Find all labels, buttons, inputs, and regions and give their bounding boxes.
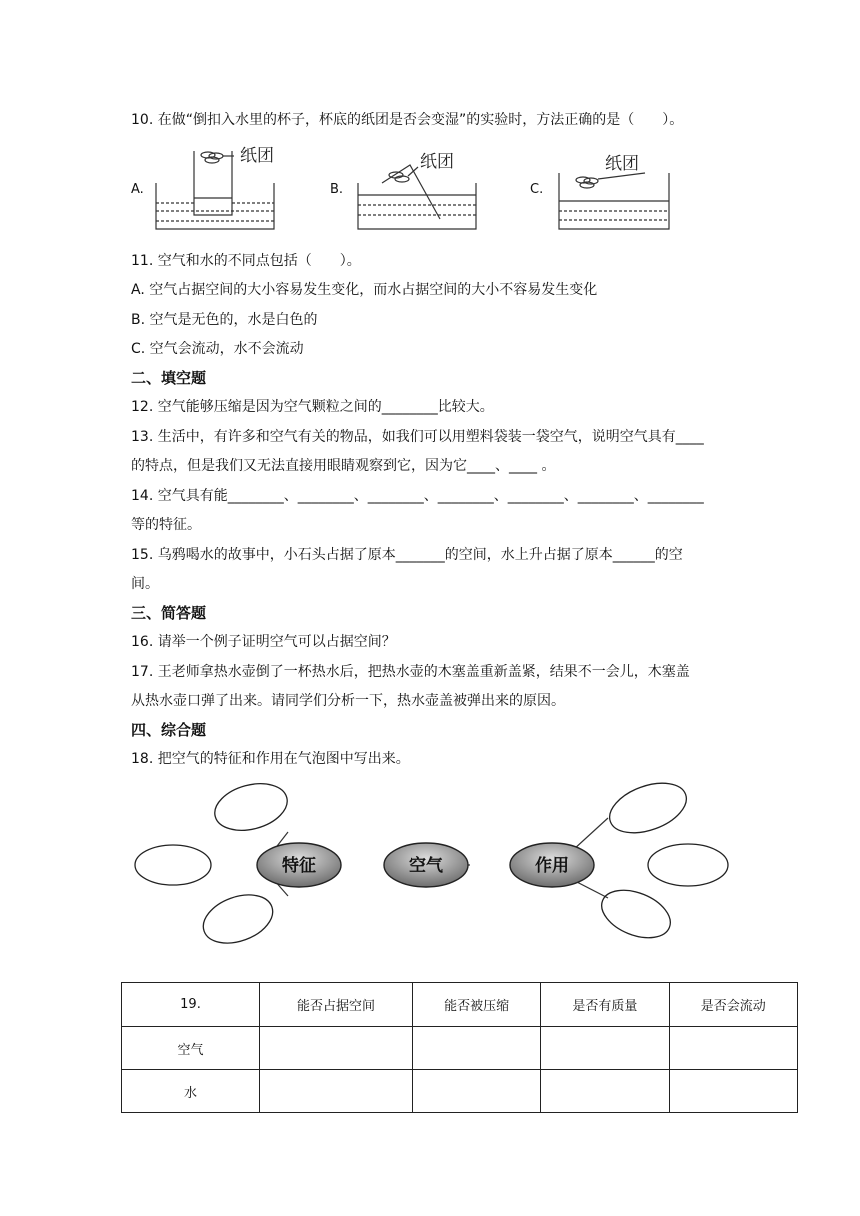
q17-line-1: 17. 王老师拿热水壶倒了一杯热水后，把热水壶的木塞盖重新盖紧，结果不一会儿，木塞盖: [131, 664, 690, 680]
section-short-answer-title: 三、简答题: [131, 604, 207, 622]
q10-figure-b: [352, 143, 502, 233]
table-header-cell: 能否占据空间: [260, 983, 413, 1027]
q10-figure-c: [553, 143, 703, 233]
answer-cell[interactable]: [541, 1027, 669, 1070]
q17-line-2: 从热水壶口弹了出来。请同学们分析一下，热水壶盖被弹出来的原因。: [131, 693, 565, 709]
q11-option-c[interactable]: C. 空气会流动，水不会流动: [131, 341, 304, 357]
q10-figure-a-caption: 纸团: [240, 146, 274, 166]
q11-option-a[interactable]: A. 空气占据空间的大小容易发生变化，而水占据空间的大小不容易发生变化: [131, 282, 598, 298]
answer-cell[interactable]: [260, 1070, 413, 1113]
table-row: [122, 1027, 798, 1070]
table-header-cell: 是否有质量: [541, 983, 669, 1027]
q11-option-b[interactable]: B. 空气是无色的，水是白色的: [131, 312, 318, 328]
q10-option-b-label[interactable]: B.: [330, 182, 344, 197]
q10-figure-a: [150, 143, 300, 233]
section-fill-in-title: 二、填空题: [131, 369, 207, 387]
answer-cell[interactable]: [541, 1070, 669, 1113]
feature-bubble-left[interactable]: [135, 845, 211, 885]
node-uses-label: 作用: [535, 856, 569, 876]
feature-bubble-top[interactable]: [210, 778, 293, 838]
q15-line-2: 间。: [131, 576, 159, 592]
table-row: [122, 1070, 798, 1113]
use-bubble-top[interactable]: [603, 778, 693, 842]
use-bubble-right[interactable]: [648, 844, 728, 886]
q10-option-a-label[interactable]: A.: [131, 182, 144, 197]
table-header-row: [122, 983, 798, 1027]
table-header-cell: 是否会流动: [669, 983, 797, 1027]
section-comprehensive-title: 四、综合题: [131, 721, 207, 739]
answer-cell[interactable]: [669, 1070, 797, 1113]
node-features-label: 特征: [282, 856, 316, 876]
q19-table: [121, 982, 798, 1113]
answer-cell[interactable]: [669, 1027, 797, 1070]
q13-line-2: 的特点，但是我们又无法直接用眼睛观察到它，因为它____、____ 。: [131, 458, 556, 474]
table-header-cell: 能否被压缩: [412, 983, 540, 1027]
table-header-cell: 19.: [122, 983, 260, 1027]
q14-line-2: 等的特征。: [131, 517, 201, 533]
answer-cell[interactable]: [260, 1027, 413, 1070]
q10-figure-c-caption: 纸团: [605, 154, 639, 174]
answer-cell[interactable]: [412, 1070, 540, 1113]
q18-text: 18. 把空气的特征和作用在气泡图中写出来。: [131, 751, 410, 767]
node-air-label: 空气: [409, 856, 443, 876]
row-label-air: 空气: [122, 1027, 260, 1070]
q11-text: 11. 空气和水的不同点包括（ ）。: [131, 253, 361, 269]
q14-line-1: 14. 空气具有能________、________、________、________、________、________、________: [131, 488, 704, 504]
q10-text: 10. 在做“倒扣入水里的杯子，杯底的纸团是否会变湿”的实验时，方法正确的是（ ）。: [131, 112, 684, 128]
use-bubble-bottom[interactable]: [595, 881, 677, 947]
feature-bubble-bottom[interactable]: [197, 886, 280, 948]
bubble-map: [128, 778, 738, 948]
q12-text: 12. 空气能够压缩是因为空气颗粒之间的________比较大。: [131, 399, 494, 415]
q16-text: 16. 请举一个例子证明空气可以占据空间？: [131, 634, 396, 650]
answer-cell[interactable]: [412, 1027, 540, 1070]
q13-line-1: 13. 生活中，有许多和空气有关的物品，如我们可以用塑料袋装一袋空气，说明空气具有____: [131, 429, 704, 445]
row-label-water: 水: [122, 1070, 260, 1113]
q10-option-c-label[interactable]: C.: [530, 182, 544, 197]
q10-figure-b-caption: 纸团: [420, 152, 454, 172]
q15-line-1: 15. 乌鸦喝水的故事中，小石头占据了原本_______的空间，水上升占据了原本______的空: [131, 547, 683, 563]
